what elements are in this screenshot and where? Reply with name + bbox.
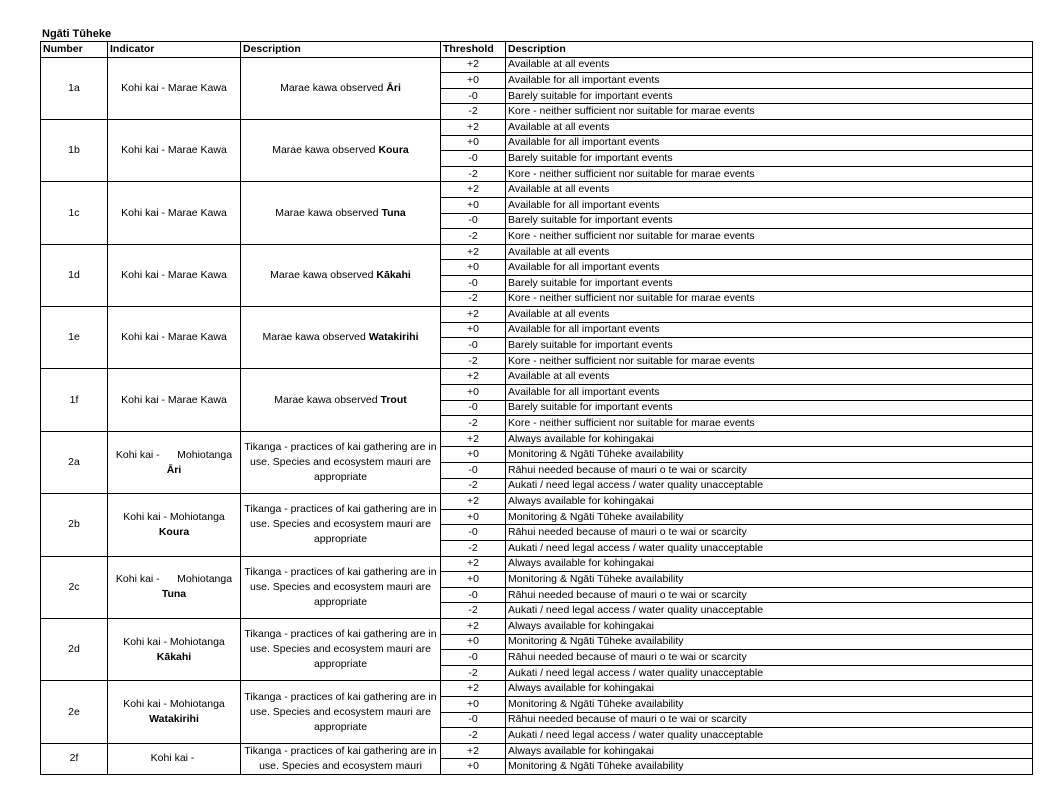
description-species: Trout <box>380 393 407 406</box>
indicator-table <box>40 41 1033 775</box>
header-number: Number <box>41 42 108 58</box>
description-text: Marae kawa observed <box>270 268 377 281</box>
sheet-title: Ngāti Tūheke <box>42 28 112 40</box>
cell-threshold[interactable]: -2 <box>441 291 506 307</box>
cell-indicator[interactable] <box>108 182 241 244</box>
indicator-text: Kohi kai - Marae Kawa <box>121 206 227 219</box>
cell-number[interactable]: 1f <box>41 369 108 431</box>
cell-number[interactable]: 2a <box>41 431 108 493</box>
cell-threshold[interactable]: -0 <box>441 712 506 728</box>
indicator-species: Tuna <box>161 588 187 601</box>
cell-threshold-description[interactable]: Available for all important events <box>506 385 1033 401</box>
cell-threshold-description[interactable]: Barely suitable for important events <box>506 88 1033 104</box>
cell-threshold[interactable]: -2 <box>441 166 506 182</box>
cell-threshold[interactable]: +0 <box>441 696 506 712</box>
cell-number[interactable]: 2b <box>41 494 108 556</box>
cell-description[interactable] <box>241 369 441 431</box>
cell-description[interactable] <box>241 119 441 181</box>
description-species: Āri <box>386 81 401 94</box>
indicator-text: Kohi kai - Marae Kawa <box>121 268 227 281</box>
description-text: Marae kawa observed <box>272 144 379 157</box>
cell-threshold-description[interactable]: Rāhui needed because of mauri o te wai or scarcity <box>506 712 1033 728</box>
cell-indicator[interactable] <box>108 307 241 369</box>
cell-threshold[interactable]: +2 <box>441 369 506 385</box>
cell-number[interactable]: 2f <box>41 743 108 774</box>
cell-threshold[interactable]: -2 <box>441 416 506 432</box>
cell-threshold-description[interactable]: Barely suitable for important events <box>506 400 1033 416</box>
table-row <box>41 119 1033 135</box>
cell-number[interactable]: 1b <box>41 119 108 181</box>
cell-threshold[interactable]: +2 <box>441 307 506 323</box>
cell-threshold[interactable]: +2 <box>441 681 506 697</box>
cell-threshold-description[interactable]: Kore - neither sufficient nor suitable for marae events <box>506 353 1033 369</box>
description-text: Tikanga - practices of kai gathering are in use. Species and ecosystem mauri are appropriate <box>244 441 440 484</box>
cell-threshold[interactable]: -0 <box>441 151 506 167</box>
cell-threshold[interactable]: -0 <box>441 463 506 479</box>
cell-indicator[interactable] <box>108 119 241 181</box>
table-row <box>41 244 1033 260</box>
cell-threshold-description[interactable]: Monitoring & Ngāti Tūheke availability <box>506 509 1033 525</box>
cell-threshold-description[interactable]: Available for all important events <box>506 73 1033 89</box>
cell-threshold[interactable]: -2 <box>441 541 506 557</box>
cell-threshold-description[interactable]: Monitoring & Ngāti Tūheke availability <box>506 696 1033 712</box>
cell-threshold-description[interactable]: Available at all events <box>506 244 1033 260</box>
cell-number[interactable]: 1c <box>41 182 108 244</box>
cell-indicator[interactable] <box>108 556 241 618</box>
cell-threshold-description[interactable]: Monitoring & Ngāti Tūheke availability <box>506 447 1033 463</box>
cell-threshold[interactable]: -0 <box>441 213 506 229</box>
cell-threshold-description[interactable]: Rāhui needed because of mauri o te wai or scarcity <box>506 650 1033 666</box>
cell-description[interactable] <box>241 618 441 680</box>
indicator-text: Kohi kai - Mohiotanga <box>123 635 228 648</box>
cell-threshold-description[interactable]: Barely suitable for important events <box>506 275 1033 291</box>
indicator-text: Kohi kai - Mohiotanga <box>115 448 235 461</box>
cell-threshold-description[interactable]: Available at all events <box>506 307 1033 323</box>
cell-number[interactable]: 1a <box>41 57 108 119</box>
cell-threshold[interactable]: +2 <box>441 119 506 135</box>
cell-indicator[interactable] <box>108 743 241 774</box>
cell-threshold[interactable]: +2 <box>441 57 506 73</box>
cell-description[interactable] <box>241 681 441 743</box>
cell-threshold[interactable]: -0 <box>441 88 506 104</box>
cell-description[interactable] <box>241 743 441 774</box>
cell-number[interactable]: 1e <box>41 307 108 369</box>
cell-threshold-description[interactable]: Rāhui needed because of mauri o te wai or scarcity <box>506 525 1033 541</box>
cell-threshold[interactable]: -2 <box>441 353 506 369</box>
cell-threshold-description[interactable]: Kore - neither sufficient nor suitable for marae events <box>506 166 1033 182</box>
cell-description[interactable] <box>241 556 441 618</box>
cell-threshold-description[interactable]: Available for all important events <box>506 197 1033 213</box>
cell-description[interactable] <box>241 244 441 306</box>
description-text: Marae kawa observed <box>274 393 381 406</box>
indicator-species: Kākahi <box>156 650 192 663</box>
indicator-species: Watakirihi <box>149 713 199 726</box>
cell-threshold[interactable]: +0 <box>441 385 506 401</box>
indicator-text: Kohi kai - Marae Kawa <box>121 81 227 94</box>
header-threshold: Threshold <box>441 42 506 58</box>
cell-threshold[interactable]: +0 <box>441 447 506 463</box>
cell-threshold[interactable]: +2 <box>441 494 506 510</box>
cell-threshold[interactable]: +2 <box>441 618 506 634</box>
cell-threshold-description[interactable]: Aukati / need legal access / water quality unacceptable <box>506 728 1033 744</box>
description-species: Watakirihi <box>368 331 419 344</box>
cell-threshold-description[interactable]: Always available for kohingakai <box>506 494 1033 510</box>
indicator-text: Kohi kai - Mohiotanga <box>123 698 228 711</box>
cell-indicator[interactable] <box>108 618 241 680</box>
cell-threshold-description[interactable]: Available for all important events <box>506 322 1033 338</box>
table-row <box>41 681 1033 697</box>
spreadsheet-sheet <box>40 27 1033 776</box>
cell-threshold[interactable]: +0 <box>441 759 506 775</box>
indicator-text: Kohi kai - Mohiotanga <box>123 510 228 523</box>
description-text: Tikanga - practices of kai gathering are in use. Species and ecosystem mauri are appropriate <box>244 690 440 733</box>
table-row <box>41 494 1033 510</box>
cell-number[interactable]: 2c <box>41 556 108 618</box>
cell-threshold[interactable]: -0 <box>441 275 506 291</box>
indicator-species: Āri <box>166 463 182 476</box>
cell-threshold[interactable]: +0 <box>441 572 506 588</box>
cell-threshold-description[interactable]: Available at all events <box>506 119 1033 135</box>
cell-threshold[interactable]: +0 <box>441 322 506 338</box>
cell-threshold-description[interactable]: Available at all events <box>506 57 1033 73</box>
cell-indicator[interactable] <box>108 57 241 119</box>
cell-threshold-description[interactable]: Kore - neither sufficient nor suitable for marae events <box>506 104 1033 120</box>
cell-threshold[interactable]: +2 <box>441 244 506 260</box>
indicator-text: Kohi kai - Marae Kawa <box>121 331 227 344</box>
description-text: Tikanga - practices of kai gathering are in use. Species and ecosystem mauri are appropriate <box>244 503 440 546</box>
cell-threshold-description[interactable]: Available for all important events <box>506 260 1033 276</box>
cell-threshold-description[interactable]: Aukati / need legal access / water quality unacceptable <box>506 665 1033 681</box>
cell-threshold-description[interactable]: Barely suitable for important events <box>506 151 1033 167</box>
cell-indicator[interactable] <box>108 681 241 743</box>
cell-description[interactable] <box>241 57 441 119</box>
cell-threshold-description[interactable]: Always available for kohingakai <box>506 431 1033 447</box>
description-text: Marae kawa observed <box>262 331 369 344</box>
cell-threshold[interactable]: +0 <box>441 135 506 151</box>
header-threshold-description: Description <box>506 42 1033 58</box>
cell-threshold[interactable]: -0 <box>441 650 506 666</box>
table-row <box>41 618 1033 634</box>
cell-threshold[interactable]: +2 <box>441 743 506 759</box>
description-text: Tikanga - practices of kai gathering are in use. Species and ecosystem mauri <box>244 744 440 772</box>
cell-threshold-description[interactable]: Barely suitable for important events <box>506 213 1033 229</box>
cell-threshold-description[interactable]: Rāhui needed because of mauri o te wai or scarcity <box>506 463 1033 479</box>
cell-threshold-description[interactable]: Aukati / need legal access / water quality unacceptable <box>506 478 1033 494</box>
description-text: Tikanga - practices of kai gathering are in use. Species and ecosystem mauri are appropriate <box>244 628 440 671</box>
table-row <box>41 57 1033 73</box>
cell-description[interactable] <box>241 494 441 556</box>
cell-threshold[interactable]: +2 <box>441 431 506 447</box>
header-description: Description <box>241 42 441 58</box>
cell-description[interactable] <box>241 182 441 244</box>
cell-threshold[interactable]: -0 <box>441 338 506 354</box>
cell-threshold-description[interactable]: Available at all events <box>506 369 1033 385</box>
cell-indicator[interactable] <box>108 494 241 556</box>
cell-threshold-description[interactable]: Rāhui needed because of mauri o te wai or scarcity <box>506 587 1033 603</box>
cell-threshold[interactable]: -0 <box>441 525 506 541</box>
cell-threshold[interactable]: -0 <box>441 587 506 603</box>
cell-threshold[interactable]: +0 <box>441 634 506 650</box>
indicator-text: Kohi kai - Marae Kawa <box>121 393 227 406</box>
cell-threshold-description[interactable]: Always available for kohingakai <box>506 556 1033 572</box>
table-row <box>41 431 1033 447</box>
cell-threshold-description[interactable]: Barely suitable for important events <box>506 338 1033 354</box>
cell-threshold-description[interactable]: Always available for kohingakai <box>506 681 1033 697</box>
cell-threshold-description[interactable]: Kore - neither sufficient nor suitable for marae events <box>506 229 1033 245</box>
cell-threshold-description[interactable]: Monitoring & Ngāti Tūheke availability <box>506 634 1033 650</box>
cell-indicator[interactable] <box>108 244 241 306</box>
description-species: Tuna <box>381 206 406 219</box>
cell-threshold-description[interactable]: Available at all events <box>506 182 1033 198</box>
cell-threshold-description[interactable]: Available for all important events <box>506 135 1033 151</box>
cell-threshold-description[interactable]: Monitoring & Ngāti Tūheke availability <box>506 572 1033 588</box>
cell-number[interactable]: 2e <box>41 681 108 743</box>
cell-indicator[interactable] <box>108 431 241 493</box>
cell-threshold[interactable]: -2 <box>441 665 506 681</box>
indicator-text: Kohi kai - Mohiotanga <box>115 573 235 586</box>
header-row <box>41 42 1033 58</box>
table-body <box>41 57 1033 774</box>
description-text: Tikanga - practices of kai gathering are in use. Species and ecosystem mauri are appropriate <box>244 565 440 608</box>
cell-threshold-description[interactable]: Kore - neither sufficient nor suitable for marae events <box>506 416 1033 432</box>
cell-threshold[interactable]: -0 <box>441 400 506 416</box>
description-text: Marae kawa observed <box>280 81 387 94</box>
cell-threshold-description[interactable]: Always available for kohingakai <box>506 618 1033 634</box>
cell-number[interactable]: 1d <box>41 244 108 306</box>
table-row <box>41 556 1033 572</box>
table-row <box>41 369 1033 385</box>
cell-threshold-description[interactable]: Aukati / need legal access / water quality unacceptable <box>506 603 1033 619</box>
cell-threshold-description[interactable]: Kore - neither sufficient nor suitable for marae events <box>506 291 1033 307</box>
cell-threshold[interactable]: +0 <box>441 73 506 89</box>
description-species: Koura <box>378 144 409 157</box>
indicator-text: Kohi kai - Marae Kawa <box>121 144 227 157</box>
cell-threshold[interactable]: +2 <box>441 556 506 572</box>
cell-threshold[interactable]: +2 <box>441 182 506 198</box>
cell-description[interactable] <box>241 431 441 493</box>
table-row <box>41 307 1033 323</box>
cell-threshold[interactable]: +0 <box>441 509 506 525</box>
cell-threshold[interactable]: +0 <box>441 197 506 213</box>
description-species: Kākahi <box>376 268 411 281</box>
cell-threshold-description[interactable]: Monitoring & Ngāti Tūheke availability <box>506 759 1033 775</box>
cell-threshold[interactable]: -2 <box>441 603 506 619</box>
cell-threshold[interactable]: +0 <box>441 260 506 276</box>
cell-threshold[interactable]: -2 <box>441 104 506 120</box>
cell-threshold[interactable]: -2 <box>441 728 506 744</box>
indicator-text: Kohi kai - <box>150 752 198 765</box>
indicator-species: Koura <box>158 525 190 538</box>
cell-threshold[interactable]: -2 <box>441 478 506 494</box>
cell-threshold-description[interactable]: Always available for kohingakai <box>506 743 1033 759</box>
description-text: Marae kawa observed <box>275 206 382 219</box>
header-indicator: Indicator <box>108 42 241 58</box>
cell-indicator[interactable] <box>108 369 241 431</box>
cell-description[interactable] <box>241 307 441 369</box>
table-row <box>41 743 1033 759</box>
cell-threshold[interactable]: -2 <box>441 229 506 245</box>
cell-threshold-description[interactable]: Aukati / need legal access / water quality unacceptable <box>506 541 1033 557</box>
table-row <box>41 182 1033 198</box>
cell-number[interactable]: 2d <box>41 618 108 680</box>
